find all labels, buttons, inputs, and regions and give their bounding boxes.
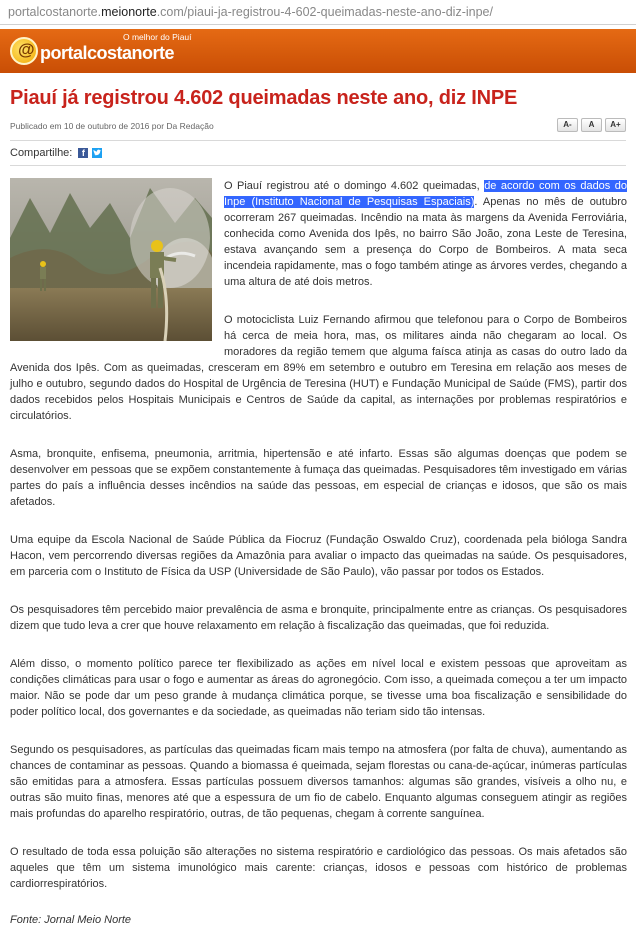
font-decrease-button[interactable]: A-	[557, 118, 578, 132]
share-label: Compartilhe:	[10, 147, 73, 159]
paragraph-8: O resultado de toda essa poluição são alterações no sistema respiratório e cardiológico das pessoas. Os mais afetados são aqueles que têm um sistema imunológico mais carente: crianças, idosos e pessoas com histórico de problemas cardiorrespiratórios.	[10, 846, 627, 890]
firefighters-photo	[10, 178, 212, 341]
paragraph-2: O motociclista Luiz Fernando afirmou que telefonou para o Corpo de Bombeiros há cerca de meia hora, mas, os militares ainda não chegaram ao local. Os moradores da região temem que alguma faísca atinja as casas do outro lado da Avenida dos Ipês. Com as queimadas, cresceram em 89% em setembro e outubro em Teresina em relação aos meses de julho e outubro, segundo dados do Hospital de Urgência de Teresina (HUT) e Fundação Municipal de Saúde (FMS), partir dos dados recebidos pelos Hospitais Municipais e Centros de Saúde da capital, as internações por problemas respiratórios e circulatórios.	[10, 314, 627, 422]
article-body	[0, 166, 636, 928]
paragraph-6: Além disso, o momento político parece ter flexibilizado as ações em nível local e existem pessoas que aproveitam as condições climáticas para usar o fogo e aumentar as áreas do agronegócio. Com isso, a queimada começou a ter um impacto maior. Não se pode dar um peso grande à mudança climática porque, se tivesse uma boa fiscalização e sensibilidade do poder político local, dos governantes e da sociedade, as queimadas não teriam sido tão intensas.	[10, 658, 627, 718]
article-photo	[10, 178, 212, 341]
paragraph-7: Segundo os pesquisadores, as partículas das queimadas ficam mais tempo na atmosfera (por falta de chuva), aumentando as chances de contaminar as pessoas. Quando a biomassa é queimada, sejam florestas ou cana-de-açúcar, inúmeras partículas são emitidas para a atmosfera. Essas partículas possuem diversos tamanhos: algumas são grandes, visíveis a olho nu, e outras são muito finas, menores até que a espessura de um fio de cabelo. Enquanto algumas conseguem atingir as regiões mais profundas do aparelho respiratório, outras, de tão pequenas, chegam à corrente sanguínea.	[10, 744, 627, 820]
logo-emblem-icon: @	[10, 37, 38, 65]
paragraph-4: Uma equipe da Escola Nacional de Saúde Pública da Fiocruz (Fundação Oswaldo Cruz), coordenada pela bióloga Sandra Hacon, vem percorrendo diversas regiões da Amazônia para avaliar o impacto das queimadas na saúde. Os pesquisadores, em parceria com o Instituto de Física da USP (Universidade de São Paulo), vão passar por todos os Estados.	[10, 534, 627, 578]
twitter-icon[interactable]	[92, 148, 102, 158]
site-logo[interactable]	[10, 32, 192, 71]
address-bar[interactable]	[0, 0, 636, 25]
font-size-controls	[557, 118, 626, 132]
article-title: Piauí já registrou 4.602 queimadas neste ano, diz INPE	[10, 87, 518, 109]
article-source: Fonte: Jornal Meio Norte	[10, 914, 132, 926]
url-domain: meionorte	[101, 5, 157, 19]
facebook-icon[interactable]: f	[78, 148, 88, 158]
paragraph-5: Os pesquisadores têm percebido maior prevalência de asma e bronquite, principalmente entre as crianças. Os pesquisadores dizem que tudo leva a crer que houve relaxamento em relação à fiscalização das queimadas, que foi reduzida.	[10, 604, 627, 632]
paragraph-1-a: O Piauí registrou até o domingo 4.602 queimadas,	[224, 180, 485, 192]
font-reset-button[interactable]: A	[581, 118, 602, 132]
site-header	[0, 29, 636, 73]
logo-text: portalcostanorte	[40, 43, 175, 63]
selected-text: de acordo com os dados do Inpe (Instituto Nacional de Pesquisas Espaciais)	[224, 180, 628, 208]
paragraph-1-b: . Apenas no mês de outubro ocorreram 267 queimadas. Incêndio na mata às margens da Avenida Ferroviária, conhecida como Avenida dos Ipês, no bairro São João, zona Leste de Teresina, estava avançando sem a presença do Corpo de Bombeiros. A mata seca incendeia rapidamente, mas o fogo também atinge as árvores verdes, chegando a uma altura de até dois metros.	[224, 196, 627, 288]
paragraph-3: Asma, bronquite, enfisema, pneumonia, arritmia, hipertensão e até infarto. Essas são algumas doenças que podem se desenvolver em pessoas que se expõem constantemente à fumaça das queimadas. Pesquisadores têm investigado em várias partes do país a influência desses incêndios na saúde das pessoas, em especial de crianças e idosos, que são os mais afetados.	[10, 448, 627, 508]
logo-tagline: O melhor do Piauí	[123, 32, 192, 42]
article-meta-row	[10, 120, 626, 141]
share-bar	[10, 141, 626, 166]
url-suffix: .com	[156, 5, 184, 19]
publish-info: Publicado em 10 de outubro de 2016 por Da Redação	[10, 121, 214, 131]
url-path: /piaui-ja-registrou-4-602-queimadas-neste-ano-diz-inpe/	[183, 5, 493, 19]
font-increase-button[interactable]: A+	[605, 118, 626, 132]
url-prefix: portalcostanorte.	[8, 5, 102, 19]
